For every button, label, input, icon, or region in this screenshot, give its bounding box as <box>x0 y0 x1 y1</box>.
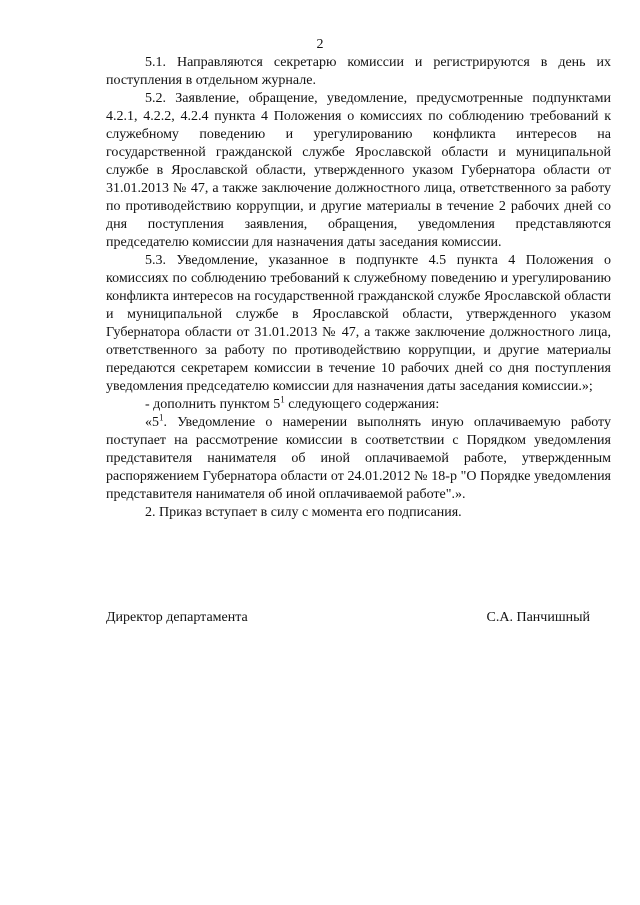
document-body <box>106 54 611 522</box>
paragraph-5-1: 5.1. Направляются секретарю комиссии и регистрируются в день их поступления в отдельном журнале. <box>106 55 611 88</box>
signatory-position: Директор департамента <box>106 610 248 625</box>
paragraph-add-point <box>106 396 611 414</box>
paragraph-order-effect: 2. Приказ вступает в силу с момента его подписания. <box>145 505 462 520</box>
paragraph-5-superscript-1 <box>106 414 611 504</box>
add-point-text: - дополнить пунктом 5 <box>145 397 281 412</box>
superscript: 1 <box>159 412 164 423</box>
page-number: 2 <box>316 37 324 52</box>
point-number: «5 <box>145 415 159 430</box>
paragraph-5-2: 5.2. Заявление, обращение, уведомление, предусмотренные подпунктами 4.2.1, 4.2.2, 4.2.4 пункта 4 Положения о комиссиях по соблюдению требований к служебному поведению и урегулированию конфликта интересов на государственной гражданской службе Ярославской области и муниципальной службе в Ярославской области, утвержденного указом Губернатора области от 31.01.2013 № 47, а также заключение должностного лица, ответственного за работу по противодействию коррупции, и другие материалы в течение 2 рабочих дней со дня поступления заявления, обращения, уведомления представляются председателю комиссии для назначения даты заседания комиссии. <box>106 91 611 250</box>
superscript: 1 <box>280 394 285 405</box>
point-text: . Уведомление о намерении выполнять иную оплачиваемую работу поступает на рассмотрение комиссии в соответствии с Порядком уведомления представителя нанимателя об иной оплачиваемой работе, утвержденным распоряжением Губернатора области от 24.01.2012 № 18-р "О Порядке уведомления представителя нанимателя об иной оплачиваемой работе".». <box>106 415 611 502</box>
add-point-text-end: следующего содержания: <box>284 397 440 412</box>
signatory-name: С.А. Панчишный <box>486 610 590 625</box>
signature-block <box>106 609 590 627</box>
paragraph-5-3: 5.3. Уведомление, указанное в подпункте 4.5 пункта 4 Положения о комиссиях по соблюдению требований к служебному поведению и урегулированию конфликта интересов на государственной гражданской службе Ярославской области и муниципальной службе в Ярославской области, утвержденного указом Губернатора области от 31.01.2013 № 47, а также заключение должностного лица, ответственного за работу по противодействию коррупции, и другие материалы передаются секретарем комиссии в течение 10 рабочих дней со дня поступления уведомления председателю комиссии для назначения даты заседания комиссии.»; <box>106 253 611 394</box>
